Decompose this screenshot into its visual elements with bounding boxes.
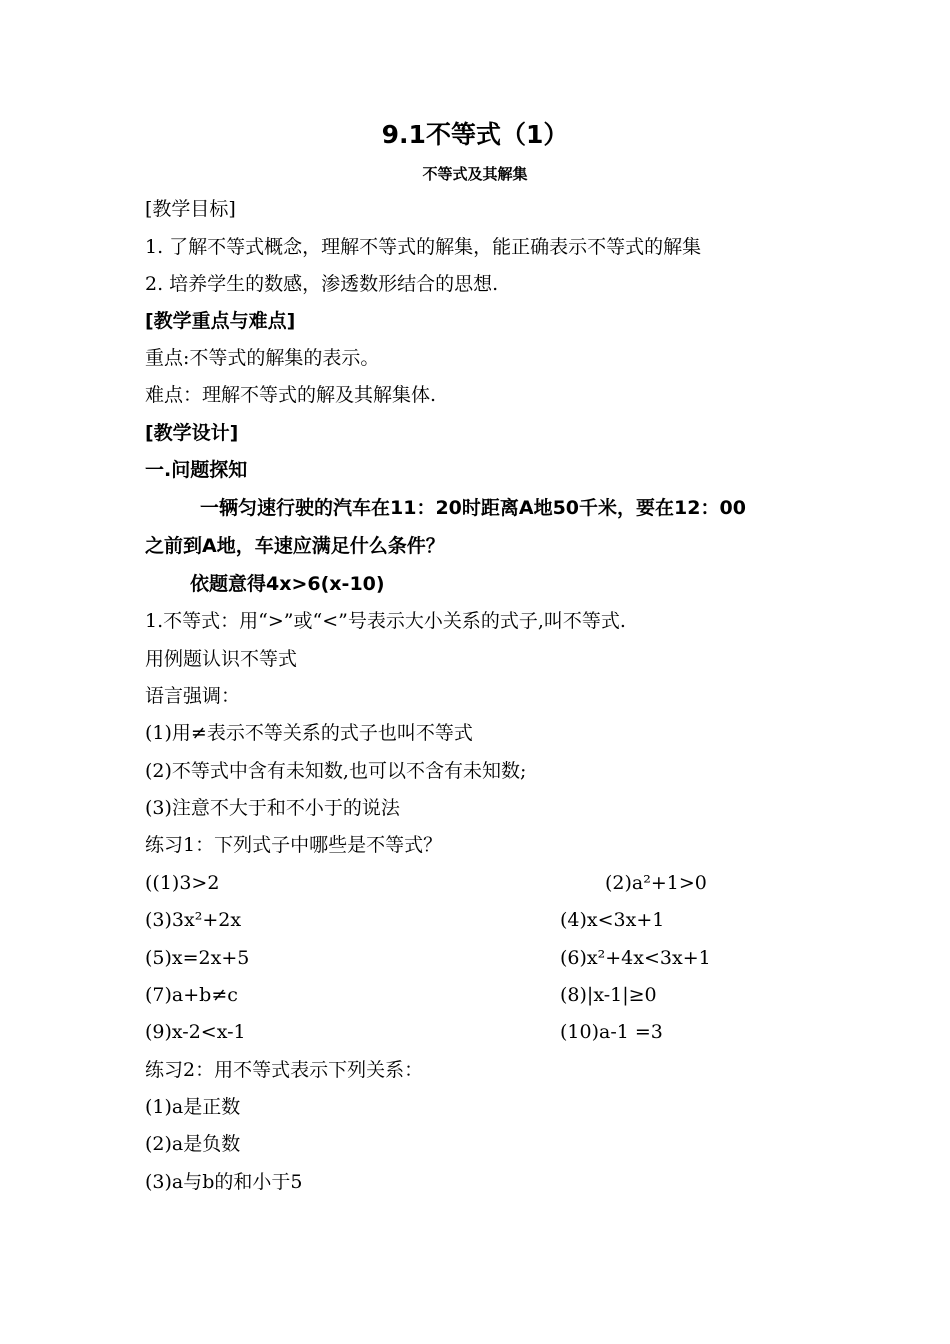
exercise-item-7: (7)a+b≠c xyxy=(145,984,238,1006)
exercise-2-item-3: (3)a与b的和小于5 xyxy=(145,1171,303,1193)
exercise-2-item-2: (2)a是负数 xyxy=(145,1133,241,1155)
emphasis-item-1: (1)用≠表示不等关系的式子也叫不等式 xyxy=(145,722,473,744)
exercise-item-2: (2)a²+1>0 xyxy=(605,872,707,894)
emphasis-item-3: (3)注意不大于和不小于的说法 xyxy=(145,797,400,819)
exercise-item-3: (3)3x²+2x xyxy=(145,909,242,931)
problem-text-line-1: 一辆匀速行驶的汽车在11：20时距离A地50千米，要在12：00 xyxy=(200,497,746,519)
key-point: 重点:不等式的解集的表示。 xyxy=(145,347,380,369)
exercise-2-heading: 练习2：用不等式表示下列关系： xyxy=(145,1059,424,1081)
emphasis-item-2: (2)不等式中含有未知数,也可以不含有未知数; xyxy=(145,760,527,782)
goal-item-1: 1. 了解不等式概念，理解不等式的解集，能正确表示不等式的解集 xyxy=(145,236,702,258)
exercise-1-heading: 练习1：下列式子中哪些是不等式？ xyxy=(145,834,443,856)
problem-equation: 依题意得4x>6(x-10) xyxy=(190,573,385,595)
problem-text-line-2: 之前到A地，车速应满足什么条件？ xyxy=(145,535,445,557)
exercise-item-10: (10)a-1 =3 xyxy=(560,1021,663,1043)
page-title: 9.1不等式（1） xyxy=(381,120,569,149)
design-heading: [教学设计] xyxy=(145,422,239,444)
example-note: 用例题认识不等式 xyxy=(145,648,298,670)
exercise-item-9: (9)x-2<x-1 xyxy=(145,1021,246,1043)
exercise-item-6: (6)x²+4x<3x+1 xyxy=(560,947,711,969)
exercise-item-1: ((1)3>2 xyxy=(145,872,220,894)
page-subtitle: 不等式及其解集 xyxy=(422,165,528,183)
difficult-point: 难点：理解不等式的解及其解集体. xyxy=(145,384,437,406)
goals-heading: [教学目标] xyxy=(145,198,236,220)
keypoints-heading: [教学重点与难点] xyxy=(145,310,296,332)
emphasis-heading: 语言强调： xyxy=(145,685,241,707)
section-heading: 一.问题探知 xyxy=(145,459,248,481)
exercise-item-5: (5)x=2x+5 xyxy=(145,947,250,969)
exercise-item-8: (8)|x-1|≥0 xyxy=(560,984,657,1006)
goal-item-2: 2. 培养学生的数感，渗透数形结合的思想. xyxy=(145,273,499,295)
exercise-item-4: (4)x<3x+1 xyxy=(560,909,665,931)
definition-text: 1.不等式：用“>”或“<”号表示大小关系的式子,叫不等式. xyxy=(145,610,626,632)
exercise-2-item-1: (1)a是正数 xyxy=(145,1096,241,1118)
